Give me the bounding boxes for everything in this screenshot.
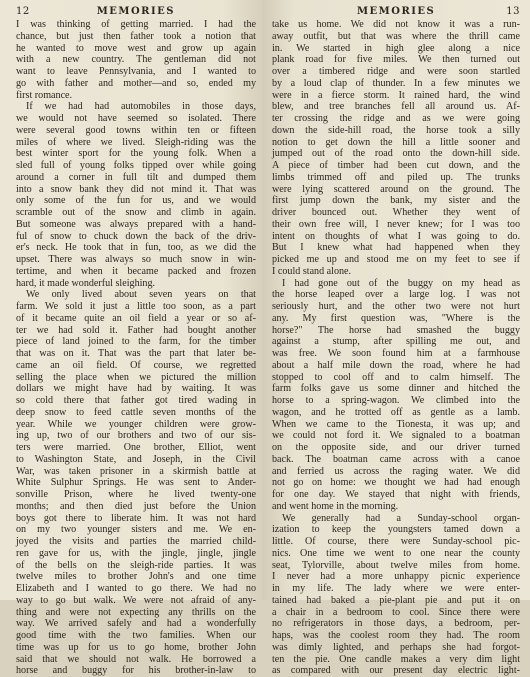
text-line: miles of where we lived. Sleigh-riding was the — [16, 136, 256, 148]
text-line: ter we had sold it. Father had bought another — [16, 324, 256, 336]
text-line: way to go but walk. We were not afraid of any- — [16, 594, 256, 606]
right-page — [262, 0, 530, 677]
text-line: about a half mile down the road, where he had — [272, 359, 520, 371]
text-line: away outfit, but that was where the thrill came — [272, 30, 520, 42]
text-line: horse to a spring-wagon. We climbed into the — [272, 395, 520, 406]
text-line: their own free will, I never knew; for I was too — [272, 218, 520, 230]
text-line: go with father and mother—and so, ended my — [16, 77, 256, 89]
text-line: scramble out of the snow and climb in again. — [16, 207, 256, 218]
text-line: ization to keep the youngsters tamed down a — [272, 524, 520, 536]
text-line: farm folks gave us some dinner and hitched the — [272, 383, 520, 395]
text-line: first romance. — [16, 89, 73, 101]
text-line: ren gave for us, with the jingle, jingle, jingle — [16, 547, 256, 559]
text-line: was free. We soon found him at a farmhouse — [272, 348, 520, 359]
text-line: little. Of course, there were Sunday-school pic- — [272, 536, 520, 547]
text-line: White Sulphur Springs. He was sent to Ander- — [16, 477, 256, 489]
text-line: that was on it. That was the part that later be- — [16, 348, 256, 359]
text-line: we would not have seemed so isolated. There — [16, 113, 256, 124]
text-line: twelve miles to brother John's and one time — [16, 571, 256, 583]
text-line: Elizabeth and I wanted to go there. We had no — [16, 583, 256, 594]
text-line: and went home in the morning. — [272, 500, 399, 512]
text-line: want to leave Pennsylvania, and I wanted to — [16, 66, 256, 77]
text-line: by a loud clap of thunder. In a few minutes we — [272, 77, 520, 89]
text-line: driver bounced out. Whether they went of — [272, 207, 520, 218]
text-line: and ferried us across the raging water. We did — [272, 465, 520, 477]
left-page — [0, 0, 262, 677]
text-line: in my life. The lady where we were enter- — [272, 583, 520, 594]
text-line: ters were married. One brother, Elliot, went — [16, 442, 256, 453]
text-line: a chair in a bedroom to cool. Since there were — [272, 606, 520, 618]
text-line: hard, it made wonderful sleighing. — [16, 277, 156, 289]
text-line: nics. One time we went to one near the county — [272, 547, 520, 559]
text-line: against a stump, after spilling me out, and — [272, 336, 520, 348]
text-line: he wanted to move west and grow up again — [16, 42, 256, 54]
text-line: boys got there to liberate him. It was not hard — [16, 512, 256, 524]
text-line: deep snow to feed cattle seven months of the — [16, 406, 256, 418]
text-line: were several good towns within ten or fifteen — [16, 124, 256, 136]
text-line: over a timbered ridge and were soon startled — [272, 66, 520, 77]
left-page-body — [16, 19, 256, 677]
text-line: ing up, two of our brothers and two of our sis- — [16, 430, 256, 442]
text-line: If we had had automobiles in those days, — [26, 101, 256, 113]
text-line: sonville Prison, where he lived twenty-one — [16, 489, 256, 500]
text-line: I could stand alone. — [272, 265, 352, 277]
left-page-header — [16, 6, 256, 17]
text-line: not go on home: we thought we had had enough — [272, 477, 520, 489]
text-line: first jump down the bank, my sister and the — [272, 195, 520, 207]
text-line: best winter sport for the young folk. When a — [16, 148, 256, 160]
text-line: War, was taken prisoner in a skirmish battle at — [16, 465, 256, 477]
text-line: in. We started in high glee along a nice — [272, 42, 520, 54]
text-line: seat, Tylorville, about twelve miles from home. — [272, 559, 520, 571]
text-line: into a snow bank they did not mind it. That was — [16, 183, 256, 195]
text-line: But someone was always prepared with a hand- — [16, 218, 256, 230]
text-line: upset. There was always so much snow in win- — [16, 254, 256, 265]
text-line: ter crossing the ridge and as we were going — [272, 113, 520, 124]
text-line: only some of the fun for us, and we would — [16, 195, 256, 207]
text-line: the horse leaped over a large log. I was not — [272, 289, 520, 301]
right-page-header — [272, 6, 520, 17]
text-line: tained had baked a pie-plant pie and put it on — [272, 594, 520, 606]
text-line: was dimly lighted, and perhaps she had forgot- — [272, 641, 520, 653]
text-line: stopped to cool off and to calm himself. The — [272, 371, 520, 383]
text-line: haps, was the coolest room they had. The room — [272, 630, 520, 641]
text-line: seriously hurt, and the other two were not hurt — [272, 301, 520, 312]
text-line: I had gone out of the buggy on my head as — [282, 277, 520, 289]
text-line: of the bells on the sleigh-ride parties. It was — [16, 559, 256, 571]
text-line: time was up for us to go home, brother John — [16, 641, 256, 653]
text-line: with a new country. The gentleman did not — [16, 54, 256, 66]
text-line: so cold there that father got tired wading in — [16, 395, 256, 406]
text-line: notion to get down the hill a little sooner and — [272, 136, 520, 148]
text-line: farm. We sold it just a little too soon, as a part — [16, 301, 256, 312]
left-running-head: MEMORIES — [96, 6, 176, 17]
text-line: on my two younger sisters and me. We en- — [16, 524, 256, 536]
text-line: dollars we might have had by waiting. It was — [16, 383, 256, 395]
text-line: for one day. We stayed that night with friends, — [272, 489, 520, 500]
text-line: jumped out of the road onto the down-hill side. — [272, 148, 520, 160]
text-line: I never had a more unhappy picnic experience — [272, 571, 520, 583]
text-line: were lying scattered around on the ground. The — [272, 183, 520, 195]
text-line: wagon, and he trotted off as gentle as a lamb. — [272, 406, 520, 418]
text-line: joyed the visits and parties the married child- — [16, 536, 256, 547]
text-line: down the side-hill road, the horse took a silly — [272, 124, 520, 136]
text-line: When we came to the Tionesta, it was up; and — [272, 418, 520, 430]
text-line: blew, and tree branches fell all around us. Af- — [272, 101, 520, 113]
text-line: of it became quite an oil field a year or so af- — [16, 312, 256, 324]
text-line: piece of land joined to the farm, for the timber — [16, 336, 256, 348]
text-line: were in a fierce storm. It rained hard, the wind — [272, 89, 520, 101]
text-line: tertime, and when it became packed and frozen — [16, 265, 256, 277]
text-line: We only lived about seven years on that — [26, 289, 256, 301]
left-page-number: 12 — [16, 6, 30, 17]
text-line: take us home. We did not know it was a run- — [272, 19, 520, 30]
text-line: horse and buggy for his brother-in-law to — [16, 665, 256, 677]
text-line: year. While we younger children were grow- — [16, 418, 256, 430]
text-line: any. My first question was, "Where is the — [272, 312, 520, 324]
text-line: on the opposite side, and our driver turned — [272, 442, 520, 453]
text-line: as compared with our present day electric light- — [272, 665, 520, 677]
text-line: good time with the two families. When our — [16, 630, 256, 641]
text-line: months; and then died just before the Union — [16, 500, 256, 512]
text-line: horse?" The horse had smashed the buggy — [272, 324, 520, 336]
text-line: But I knew what had happened when they — [272, 242, 520, 254]
text-line: ful of snow to chuck down the back of the driv- — [16, 230, 256, 242]
text-line: limbs trimmed off and piled up. The trunks — [272, 171, 520, 183]
text-line: chance, but just then father took a notion that — [16, 30, 256, 42]
text-line: we could not ford it. We signaled to a boatman — [272, 430, 520, 442]
text-line: A piece of timber had been cut down, and the — [272, 160, 520, 171]
text-line: intent on thoughts of what I was going to do. — [272, 230, 520, 242]
text-line: I was thinking of getting married. I had the — [16, 19, 256, 30]
text-line: picked me up and stood me on my feet to see if — [272, 254, 520, 265]
text-line: thing and were not expecting any thrills on the — [16, 606, 256, 618]
right-running-head: MEMORIES — [356, 6, 436, 17]
right-page-number: 13 — [506, 6, 520, 17]
text-line: back. The boatman came across with a canoe — [272, 453, 520, 465]
right-page-body — [272, 19, 520, 677]
text-line: selling the place when we pictured the million — [16, 371, 256, 383]
text-line: sled full of young folks tipped over while going — [16, 160, 256, 171]
text-line: plank road for five miles. We then turned out — [272, 54, 520, 66]
text-line: came an oil field. Of course, we regretted — [16, 359, 256, 371]
text-line: around a corner in full tilt and dumped them — [16, 171, 256, 183]
text-line: said that we should not walk. He borrowed a — [16, 653, 256, 665]
text-line: We generally had a Sunday-school organ- — [282, 512, 520, 524]
text-line: way. We arrived safely and had a wonderfully — [16, 618, 256, 630]
text-line: er's neck. He took that in fun, too, as we did the — [16, 242, 256, 254]
text-line: ten the pie. One candle makes a very dim light — [272, 653, 520, 665]
text-line: to Washington State, and Joseph, in the Civil — [16, 453, 256, 465]
text-line: no refrigerators in those days, a bedroom, per- — [272, 618, 520, 630]
